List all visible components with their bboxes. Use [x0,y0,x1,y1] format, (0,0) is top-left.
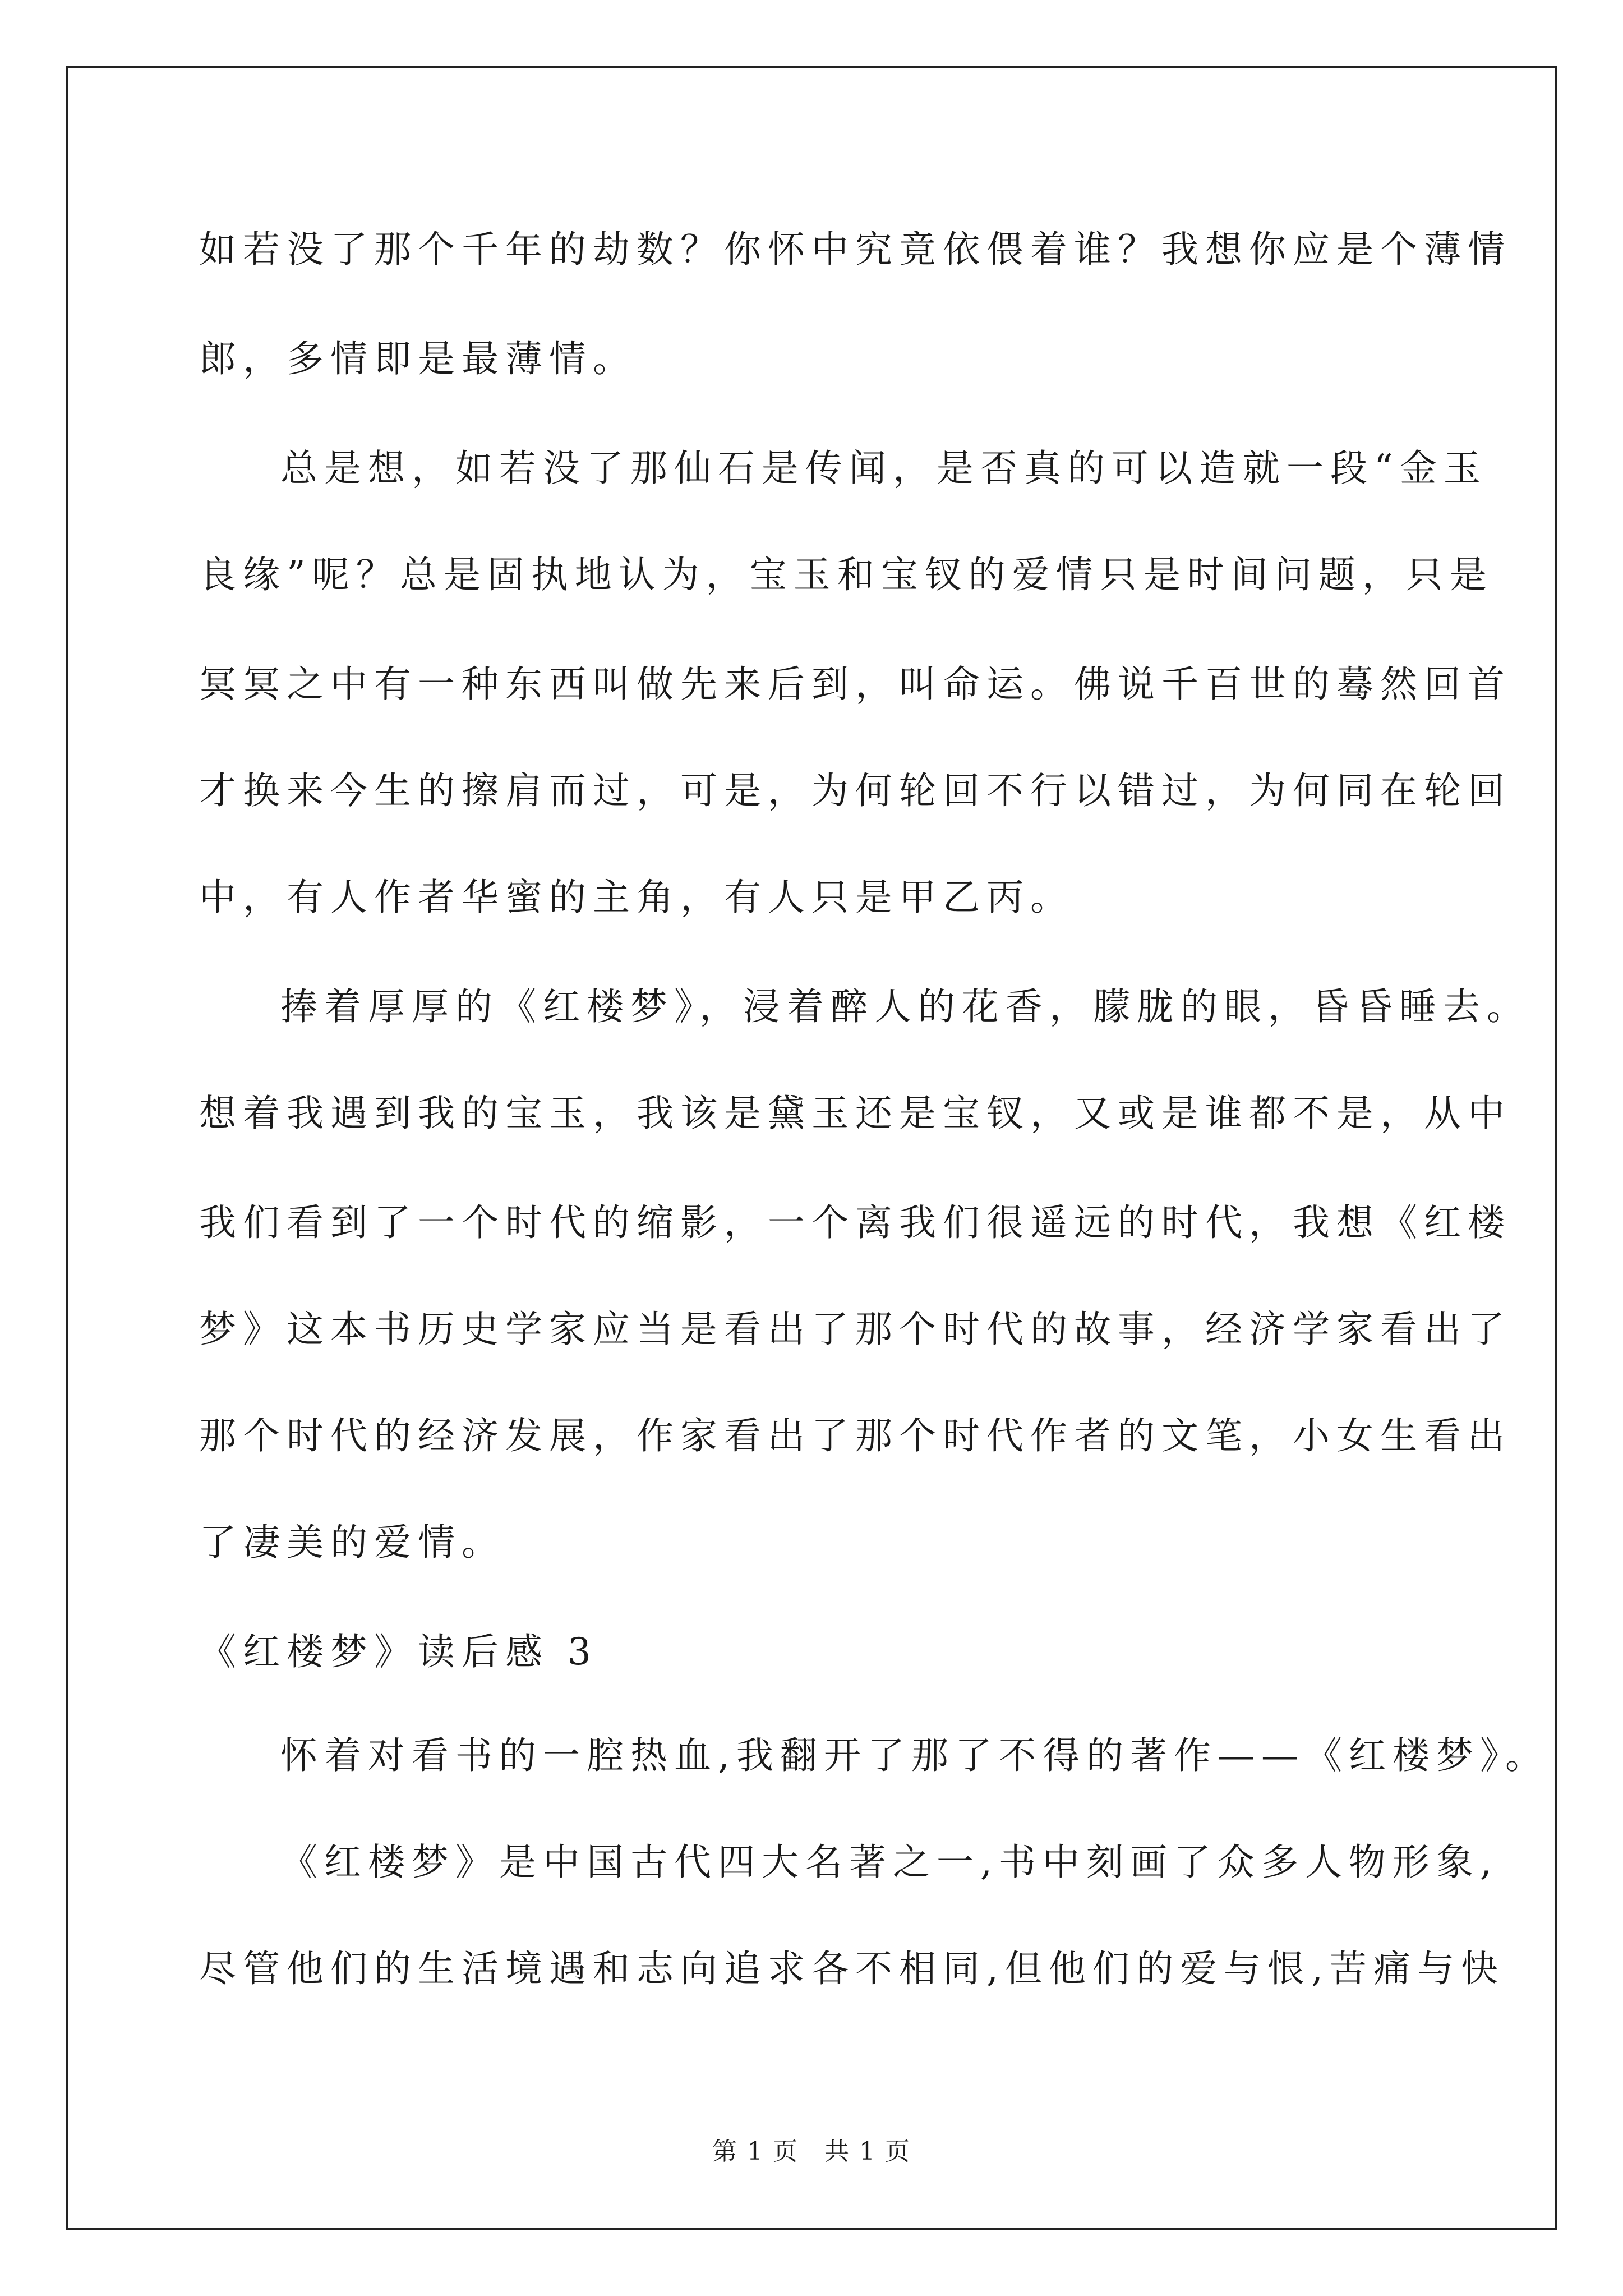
paragraph-start-line: 总是想，如若没了那仙石是传闻，是否真的可以造就一段“金玉 [280,447,1487,490]
body-line: 尽管他们的生活境遇和志向追求各不相同,但他们的爱与恨,苦痛与快 [199,1947,1505,1990]
paragraph-start-line: 怀着对看书的一腔热血,我翻开了那了不得的著作——《红楼梦》。 [280,1734,1549,1777]
body-line: 冥冥之中有一种东西叫做先来后到，叫命运。佛说千百世的蓦然回首 [199,662,1511,706]
body-line: 如若没了那个千年的劫数？你怀中究竟依偎着谁？我想你应是个薄情 [199,228,1511,271]
page-border [66,66,1557,2230]
page-number-footer: 第 1 页 共 1 页 [712,2137,911,2166]
body-line: 中，有人作者华蜜的主角，有人只是甲乙丙。 [199,876,1074,919]
paragraph-start-line: 捧着厚厚的《红楼梦》，浸着醉人的花香，朦胧的眼，昏昏睡去。 [280,985,1530,1028]
body-line: 郎，多情即是最薄情。 [199,337,637,380]
body-line: 良缘”呢？总是固执地认为，宝玉和宝钗的爱情只是时间问题，只是 [199,553,1493,596]
body-line: 我们看到了一个时代的缩影，一个离我们很遥远的时代，我想《红楼 [199,1201,1511,1244]
body-line: 梦》这本书历史学家应当是看出了那个时代的故事，经济学家看出了 [199,1308,1511,1351]
body-line: 想着我遇到我的宝玉，我该是黛玉还是宝钗，又或是谁都不是，从中 [199,1092,1511,1135]
section-heading: 《红楼梦》读后感 3 [199,1630,598,1673]
paragraph-start-line: 《红楼梦》是中国古代四大名著之一,书中刻画了众多人物形象, [280,1841,1498,1884]
body-line: 了凄美的爱情。 [199,1521,505,1564]
body-line: 才换来今生的擦肩而过，可是，为何轮回不行以错过，为何同在轮回 [199,769,1511,812]
body-line: 那个时代的经济发展，作家看出了那个时代作者的文笔，小女生看出 [199,1414,1511,1457]
